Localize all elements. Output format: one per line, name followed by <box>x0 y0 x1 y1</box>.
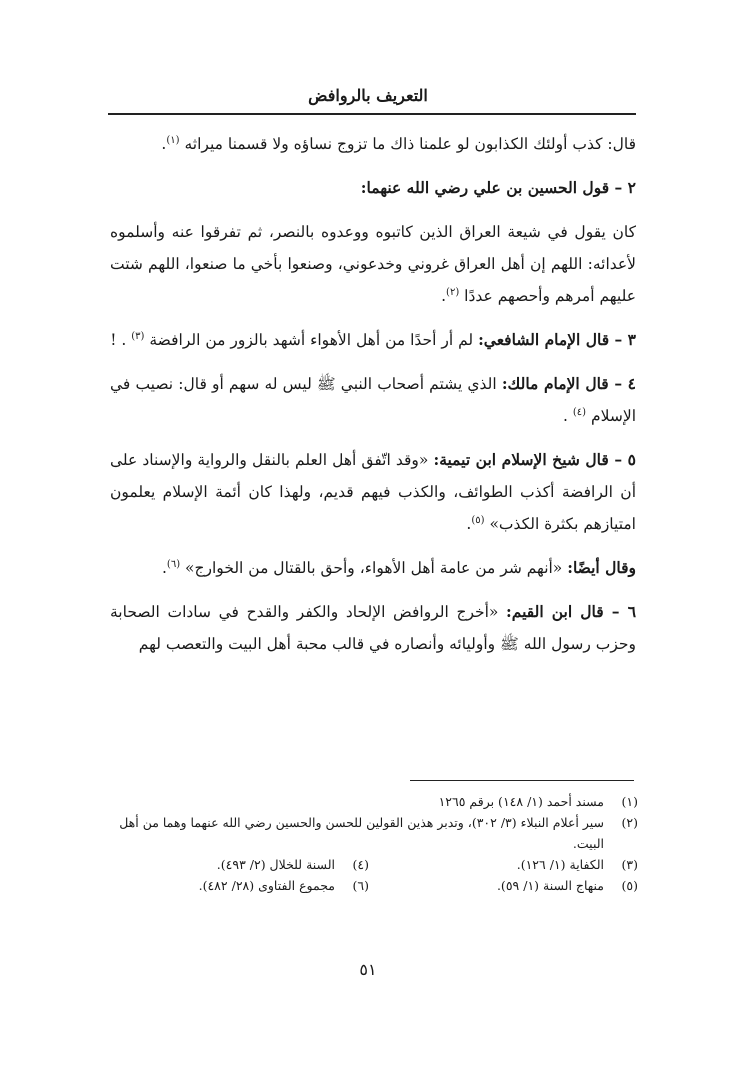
paragraph-text: كان يقول في شيعة العراق الذين كاتبوه ووعدوه بالنصر، ثم تفرقوا عنه وأسلموه لأعدائه: اللهم إن أهل العراق غروني وخدعوني، وصنعوا بأخي ما صنعوا، اللهم شتت عليهم أمرهم وأحصهم عددًا <box>110 223 636 305</box>
footnote-4 <box>100 854 369 875</box>
footnote-number: (٣) <box>621 857 638 872</box>
footnote-5 <box>369 875 638 896</box>
paragraph-end: . <box>441 287 447 305</box>
footnotes <box>100 791 638 896</box>
section-lead: ٥ – قال شيخ الإسلام ابن تيمية: <box>433 450 636 469</box>
paragraph-end: . <box>466 515 472 533</box>
paragraph-end: . ! <box>110 331 132 349</box>
paragraph-6 <box>110 444 636 540</box>
section-lead: وقال أيضًا: <box>567 558 636 577</box>
footnote-ref: (٣) <box>131 330 145 342</box>
footnote-text: منهاج السنة (١/ ٥٩). <box>496 878 604 893</box>
footnote-text: الكفاية (١/ ١٢٦). <box>516 857 604 872</box>
footnote-row <box>100 875 638 896</box>
paragraph-3 <box>110 216 636 312</box>
paragraph-text: لم أر أحدًا من أهل الأهواء أشهد بالزور من الرافضة <box>149 331 479 349</box>
footnote-1 <box>100 791 638 812</box>
footnote-6 <box>100 875 369 896</box>
footnote-number: (٤) <box>352 857 369 872</box>
paragraph-text: «أنهم شر من عامة أهل الأهواء، وأحق بالقتال من الخوارج» <box>185 559 568 577</box>
footnote-text: سير أعلام النبلاء (٣/ ٣٠٢)، وتدبر هذين القولين للحسن والحسين رضي الله عنهما وهما من أهل البيت. <box>119 815 604 851</box>
section-lead: ٢ – قول الحسين بن علي رضي الله عنهما: <box>360 178 636 197</box>
footnote-ref: (٦) <box>166 558 181 570</box>
footnote-text: السنة للخلال (٢/ ٤٩٣). <box>216 857 335 872</box>
paragraph-2 <box>110 172 636 204</box>
header-rule <box>108 113 636 115</box>
paragraph-8 <box>110 596 636 660</box>
footnote-ref: (٢) <box>446 286 460 298</box>
paragraph-text: «أخرج الروافض الإلحاد والكفر والقدح في سادات الصحابة وحزب رسول الله ﷺ وأوليائه وأنصاره في قالب محبة أهل البيت والتعصب لهم <box>110 603 636 653</box>
paragraph-text: «وقد اتّفق أهل العلم بالنقل والرواية والإسناد على أن الرافضة أكذب الطوائف، والكذب فيهم قديم، ولهذا كان أئمة الإسلام يعلمون امتيازهم بكثرة الكذب» <box>110 451 636 533</box>
paragraph-5 <box>110 368 636 432</box>
paragraph-end: . <box>161 559 167 577</box>
footnote-ref: (١) <box>166 134 180 146</box>
section-lead: ٦ – قال ابن القيم: <box>506 602 637 621</box>
section-lead: ٣ – قال الإمام الشافعي: <box>478 330 636 349</box>
paragraph-1 <box>110 128 636 160</box>
footnote-text: مسند أحمد (١/ ١٤٨) برقم ١٢٦٥ <box>438 794 604 809</box>
footnote-text: مجموع الفتاوى (٢٨/ ٤٨٢). <box>198 878 335 893</box>
paragraph-4 <box>110 324 636 356</box>
footnote-row <box>100 854 638 875</box>
paragraph-text: الذي يشتم أصحاب النبي ﷺ ليس له سهم أو قال: نصيب في الإسلام <box>110 375 636 425</box>
footnote-number: (١) <box>621 794 638 809</box>
footnote-3 <box>369 854 638 875</box>
footnote-number: (٢) <box>621 815 638 830</box>
footnote-rule <box>410 780 634 781</box>
paragraph-end: . <box>563 407 573 425</box>
footnote-number: (٦) <box>352 878 369 893</box>
footnote-number: (٥) <box>621 878 638 893</box>
footnote-ref: (٤) <box>572 406 587 418</box>
footnote-ref: (٥) <box>471 514 485 526</box>
paragraph-7 <box>110 552 636 584</box>
paragraph-end: . <box>161 135 167 153</box>
section-lead: ٤ – قال الإمام مالك: <box>501 374 636 393</box>
paragraph-text: قال: كذب أولئك الكذابون لو علمنا ذاك ما تزوج نساؤه ولا قسمنا ميراثه <box>184 135 636 153</box>
footnote-2 <box>100 812 638 854</box>
page-number: ٥١ <box>359 960 377 979</box>
running-header-title: التعريف بالروافض <box>308 86 428 105</box>
body-text <box>110 128 636 670</box>
